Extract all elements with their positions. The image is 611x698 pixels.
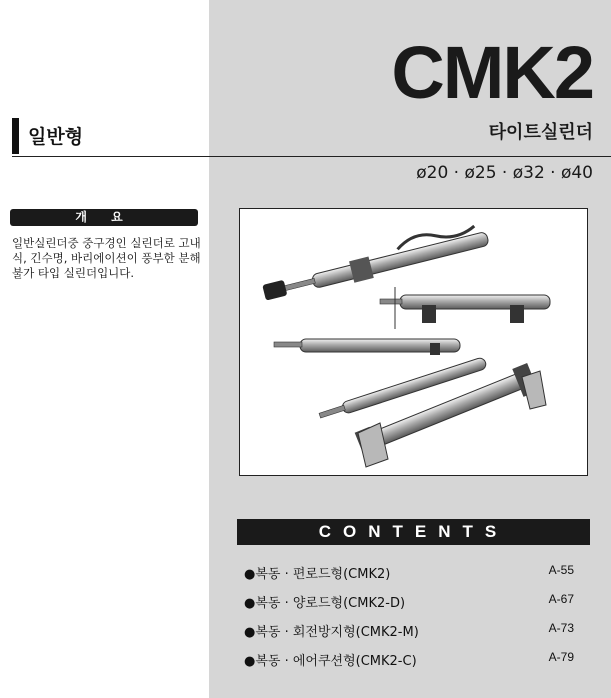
contents-item[interactable] xyxy=(244,621,574,650)
cylinder-illustration xyxy=(240,209,589,477)
contents-item-page: A-55 xyxy=(548,563,574,577)
cylinder-2 xyxy=(380,287,550,329)
overview-text: 일반실린더중 중구경인 실린더로 고내식, 긴수명, 바리에이션이 풍부한 분해 불가 타입 실린더입니다. xyxy=(12,236,201,280)
type-label: 일반형 xyxy=(28,126,84,148)
contents-item-page: A-79 xyxy=(548,650,574,664)
header-divider xyxy=(12,156,611,157)
contents-heading: CONTENTS xyxy=(237,519,590,545)
cylinder-1 xyxy=(260,220,490,305)
contents-item-label: ●복동 · 양로드형(CMK2-D) xyxy=(244,596,406,611)
type-marker xyxy=(12,118,19,154)
contents-list xyxy=(244,563,574,679)
contents-item-page: A-67 xyxy=(548,592,574,606)
product-photo xyxy=(239,208,588,476)
contents-item-label: ●복동 · 편로드형(CMK2) xyxy=(244,567,391,582)
contents-item[interactable] xyxy=(244,563,574,592)
contents-item-label: ●복동 · 에어쿠션형(CMK2-C) xyxy=(244,654,417,669)
cylinder-3 xyxy=(274,339,460,355)
bore-sizes: ø20 · ø25 · ø32 · ø40 xyxy=(416,163,593,183)
contents-item-label: ●복동 · 회전방지형(CMK2-M) xyxy=(244,625,419,640)
contents-item[interactable] xyxy=(244,650,574,679)
contents-item-page: A-73 xyxy=(548,621,574,635)
overview-heading: 개 요 xyxy=(10,209,198,226)
contents-item[interactable] xyxy=(244,592,574,621)
product-title: CMK2 xyxy=(391,31,593,114)
product-subtitle: 타이트실린더 xyxy=(488,122,593,143)
